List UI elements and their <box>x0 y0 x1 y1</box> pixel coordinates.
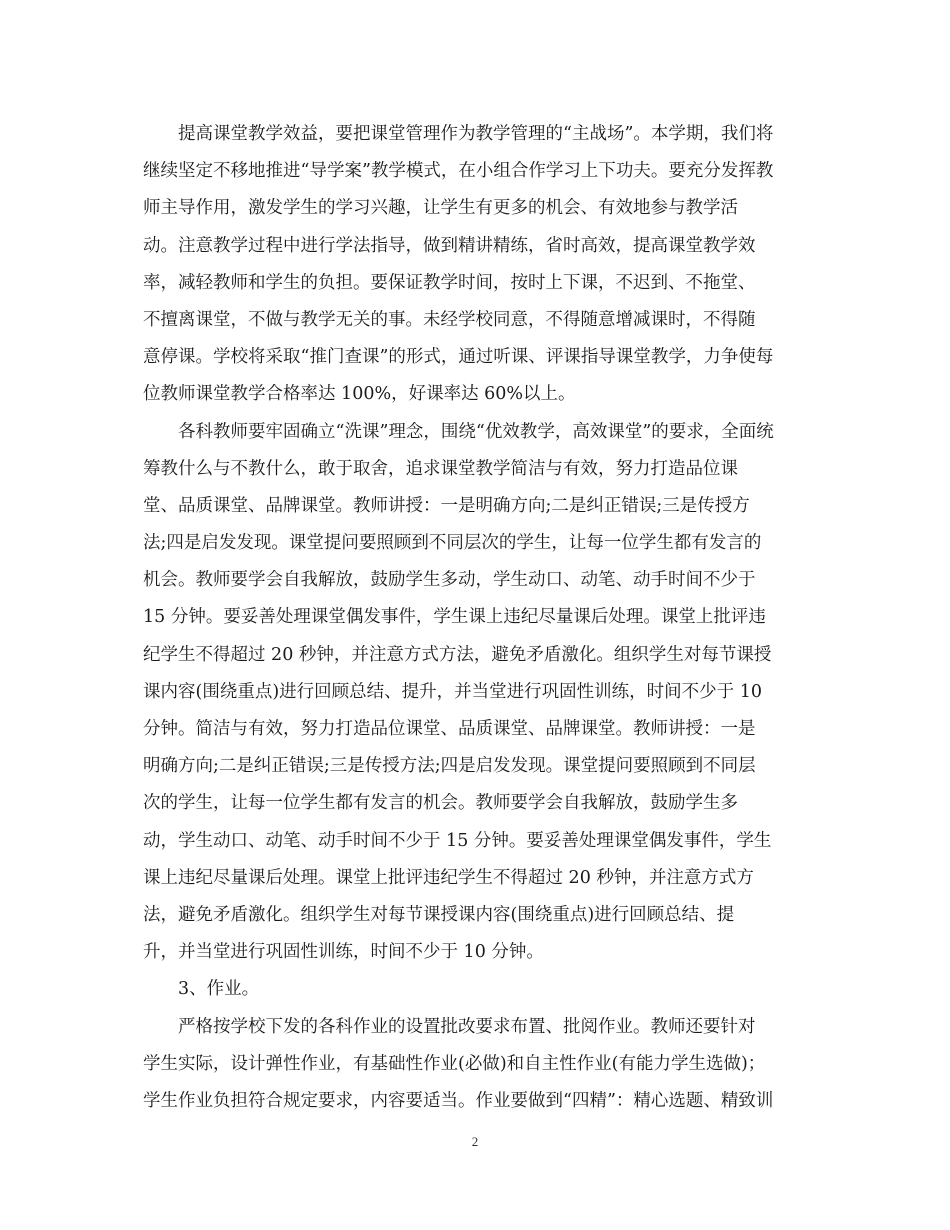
text-line: 严格按学校下发的各科作业的设置批改要求布置、批阅作业。教师还要针对 <box>178 1016 756 1037</box>
text-line: 分钟。简洁与有效，努力打造品位课堂、品质课堂、品牌课堂。教师讲授：一是 <box>143 719 756 739</box>
text-line: 继续坚定不移地推进“导学案”教学模式，在小组合作学习上下功夫。要充分发挥教 <box>143 161 774 182</box>
text-line: 师主导作用，激发学生的学习兴趣，让学生有更多的机会、有效地参与教学活 <box>143 198 738 219</box>
text-line: 法，避免矛盾激化。组织学生对每节课授课内容(围绕重点)进行回顾总结、提 <box>143 904 735 925</box>
text-line: 次的学生，让每一位学生都有发言的机会。教师要学会自我解放，鼓励学生多 <box>143 793 738 814</box>
text-line: 3、作业。 <box>178 979 260 1000</box>
text-line: 法;四是启发发现。课堂提问要照顾到不同层次的学生，让每一位学生都有发言的 <box>143 533 762 554</box>
text-line: 动。注意教学过程中进行学法指导，做到精讲精练，省时高效，提高课堂教学效 <box>143 235 756 256</box>
page-number: 2 <box>471 1134 479 1149</box>
text-line: 明确方向;二是纠正错误;三是传授方法;四是启发发现。课堂提问要照顾到不同层 <box>143 756 756 777</box>
text-line: 学生作业负担符合规定要求，内容要适当。作业要做到“四精”：精心选题、精致训 <box>143 1090 774 1111</box>
text-line: 率，减轻教师和学生的负担。要保证教学时间，按时上下课，不迟到、不拖堂、 <box>143 272 756 293</box>
text-line: 课内容(围绕重点)进行回顾总结、提升，并当堂进行巩固性训练，时间不少于 10 <box>143 681 762 702</box>
text-line: 不擅离课堂，不做与教学无关的事。未经学校同意，不得随意增减课时，不得随 <box>143 309 756 330</box>
text-line: 升，并当堂进行巩固性训练，时间不少于 10 分钟。 <box>143 942 544 963</box>
text-line: 15 分钟。要妥善处理课堂偶发事件，学生课上违纪尽量课后处理。课堂上批评违 <box>143 607 766 628</box>
text-line: 纪学生不得超过 20 秒钟，并注意方式方法，避免矛盾激化。组织学生对每节课授 <box>143 644 772 665</box>
text-line: 筹教什么与不教什么，敢于取舍，追求课堂教学简洁与有效，努力打造品位课 <box>143 458 738 479</box>
text-line: 堂、品质课堂、品牌课堂。教师讲授：一是明确方向;二是纠正错误;三是传授方 <box>143 495 750 516</box>
text-line: 学生实际，设计弹性作业，有基础性作业(必做)和自主性作业(有能力学生选做)； <box>143 1053 766 1074</box>
text-line: 课上违纪尽量课后处理。课堂上批评违纪学生不得超过 20 秒钟，并注意方式方 <box>143 867 754 888</box>
text-line: 动，学生动口、动笔、动手时间不少于 15 分钟。要妥善处理课堂偶发事件，学生 <box>143 830 772 851</box>
text-line: 提高课堂教学效益，要把课堂管理作为教学管理的“主战场”。本学期，我们将 <box>178 124 774 144</box>
text-line: 各科教师要牢固确立“洗课”理念，围绕“优效教学，高效课堂”的要求，全面统 <box>178 421 774 442</box>
text-line: 机会。教师要学会自我解放，鼓励学生多动，学生动口、动笔、动手时间不少于 <box>143 570 756 591</box>
text-line: 位教师课堂教学合格率达 100%，好课率达 60%以上。 <box>143 384 576 405</box>
text-line: 意停课。学校将采取“推门查课”的形式，通过听课、评课指导课堂教学，力争使每 <box>143 347 774 368</box>
document-body <box>143 116 815 1120</box>
